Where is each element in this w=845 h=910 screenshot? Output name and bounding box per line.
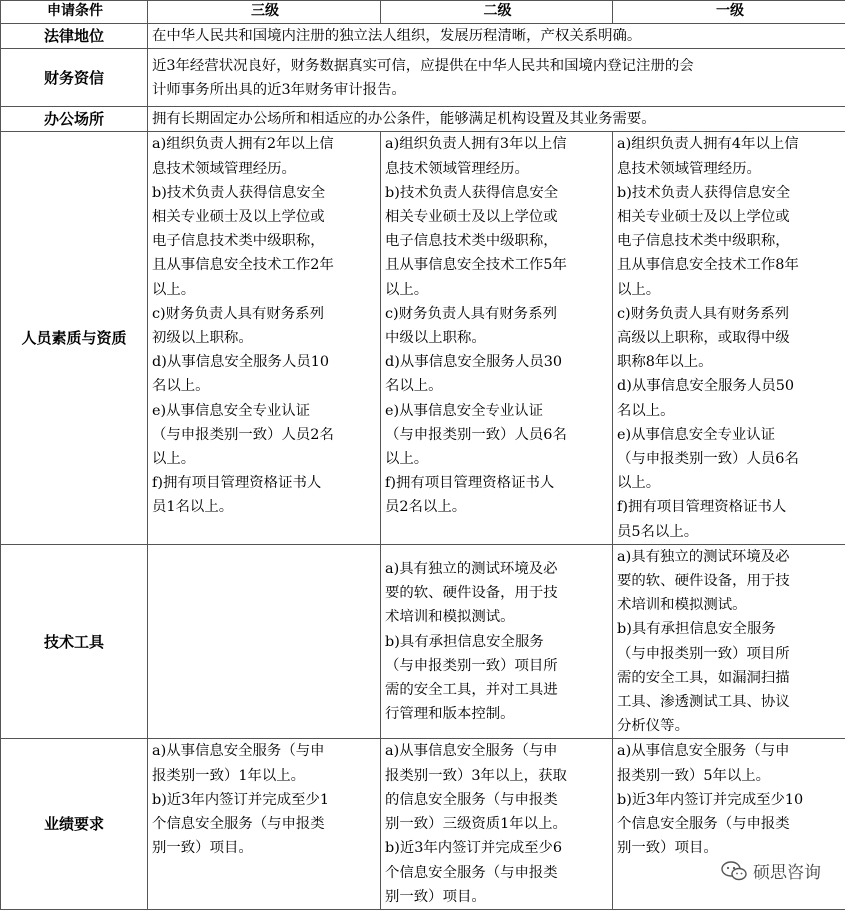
row-tools <box>1 544 845 739</box>
cell-line: 相关专业硕士及以上学位或 <box>617 205 843 229</box>
header-condition: 申请条件 <box>1 1 148 24</box>
cell-line: d)从事信息安全服务人员50 <box>617 374 843 398</box>
cell-line: b)技术负责人获得信息安全 <box>617 181 843 205</box>
cell-line: c)财务负责人具有财务系列 <box>617 302 843 326</box>
cell-line: 以上。 <box>617 471 843 495</box>
cell-line: 中级以上职称。 <box>385 326 610 350</box>
header-level3: 三级 <box>148 1 381 24</box>
office-text: 拥有长期固定办公场所和相适应的办公条件，能够满足机构设置及其业务需要。 <box>148 107 845 132</box>
cell-line: a)从事信息安全服务（与申 <box>152 739 378 763</box>
cell-line: b)近3年内签订并完成至少1 <box>152 788 378 812</box>
cell-line: e)从事信息安全专业认证 <box>385 399 610 423</box>
label-legal: 法律地位 <box>1 24 148 49</box>
cell-line: 别一致）项目。 <box>385 885 610 909</box>
cell-line: f)拥有项目管理资格证书人 <box>385 471 610 495</box>
tools-level1 <box>613 544 845 739</box>
cell-line: d)从事信息安全服务人员30 <box>385 350 610 374</box>
cell-line: a)组织负责人拥有2年以上信 <box>152 132 378 156</box>
cell-line: e)从事信息安全专业认证 <box>617 423 843 447</box>
tools-level2 <box>381 544 613 739</box>
cell-line: 且从事信息安全技术工作8年 <box>617 253 843 277</box>
row-finance <box>1 49 845 107</box>
cell-line: 要的软、硬件设备，用于技 <box>617 569 843 593</box>
cell-line: 需的安全工具，并对工具进 <box>385 678 610 702</box>
cell-line: a)具有独立的测试环境及必 <box>385 557 610 581</box>
cell-line: 以上。 <box>152 447 378 471</box>
header-level2: 二级 <box>381 1 613 24</box>
cell-line: 报类别一致）3年以上，获取 <box>385 764 610 788</box>
cell-line: 息技术领域管理经历。 <box>385 157 610 181</box>
cell-line: a)组织负责人拥有3年以上信 <box>385 132 610 156</box>
watermark <box>719 857 823 884</box>
wechat-icon <box>721 861 747 881</box>
cell-line: 要的软、硬件设备，用于技 <box>385 581 610 605</box>
header-row <box>1 1 845 24</box>
cell-line: 相关专业硕士及以上学位或 <box>385 205 610 229</box>
cell-line: 个信息安全服务（与申报类 <box>617 812 843 836</box>
cell-line: 电子信息技术类中级职称， <box>152 229 378 253</box>
legal-text: 在中华人民共和国境内注册的独立法人组织，发展历程清晰，产权关系明确。 <box>148 24 845 49</box>
cell-line: 个信息安全服务（与申报类 <box>385 861 610 885</box>
cell-line: 员5名以上。 <box>617 520 843 544</box>
label-personnel: 人员素质与资质 <box>1 132 148 544</box>
cell-line: a)具有独立的测试环境及必 <box>617 545 843 569</box>
cell-line: 术培训和模拟测试。 <box>385 605 610 629</box>
cell-line: 别一致）项目。 <box>617 836 843 860</box>
finance-text <box>148 49 845 107</box>
label-tools: 技术工具 <box>1 544 148 739</box>
cell-line: c)财务负责人具有财务系列 <box>385 302 610 326</box>
cell-line: b)具有承担信息安全服务 <box>617 617 843 641</box>
cell-line: 名以上。 <box>617 399 843 423</box>
cell-line: 电子信息技术类中级职称， <box>617 229 843 253</box>
row-personnel <box>1 132 845 544</box>
cell-line: b)技术负责人获得信息安全 <box>385 181 610 205</box>
cell-line: 电子信息技术类中级职称， <box>385 229 610 253</box>
finance-line: 计师事务所出具的近3年财务审计报告。 <box>152 78 843 102</box>
cell-line: e)从事信息安全专业认证 <box>152 399 378 423</box>
personnel-level1 <box>613 132 845 544</box>
cell-line: a)从事信息安全服务（与申 <box>385 739 610 763</box>
cell-line: 息技术领域管理经历。 <box>152 157 378 181</box>
cell-line: 相关专业硕士及以上学位或 <box>152 205 378 229</box>
cell-line: b)近3年内签订并完成至少10 <box>617 788 843 812</box>
cell-line: 以上。 <box>617 278 843 302</box>
cell-line: 息技术领域管理经历。 <box>617 157 843 181</box>
cell-line: 个信息安全服务（与申报类 <box>152 812 378 836</box>
cell-line: （与申报类别一致）人员6名 <box>617 447 843 471</box>
cell-line: c)财务负责人具有财务系列 <box>152 302 378 326</box>
cell-line: 分析仪等。 <box>617 714 843 738</box>
performance-level2 <box>381 739 613 909</box>
label-performance: 业绩要求 <box>1 739 148 909</box>
cell-line: 需的安全工具，如漏洞扫描 <box>617 666 843 690</box>
cell-line: 职称8年以上。 <box>617 350 843 374</box>
cell-line: 高级以上职称，或取得中级 <box>617 326 843 350</box>
cell-line: d)从事信息安全服务人员10 <box>152 350 378 374</box>
cell-line: a)从事信息安全服务（与申 <box>617 739 843 763</box>
cell-line: 初级以上职称。 <box>152 326 378 350</box>
personnel-level2 <box>381 132 613 544</box>
cell-line: 员1名以上。 <box>152 495 378 519</box>
cell-line: 以上。 <box>385 278 610 302</box>
cell-line: 报类别一致）1年以上。 <box>152 764 378 788</box>
row-office <box>1 107 845 132</box>
cell-line: （与申报类别一致）人员6名 <box>385 423 610 447</box>
cell-line: 工具、渗透测试工具、协议 <box>617 690 843 714</box>
cell-line: b)技术负责人获得信息安全 <box>152 181 378 205</box>
cell-line: 的信息安全服务（与申报类 <box>385 788 610 812</box>
label-finance: 财务资信 <box>1 49 148 107</box>
cell-line: 名以上。 <box>152 374 378 398</box>
cell-line: 名以上。 <box>385 374 610 398</box>
cell-line: （与申报类别一致）项目所 <box>385 654 610 678</box>
cell-line: 以上。 <box>152 278 378 302</box>
performance-level3 <box>148 739 381 909</box>
cell-line: f)拥有项目管理资格证书人 <box>152 471 378 495</box>
cell-line: 且从事信息安全技术工作2年 <box>152 253 378 277</box>
cell-line: b)近3年内签订并完成至少6 <box>385 836 610 860</box>
cell-line: 报类别一致）5年以上。 <box>617 764 843 788</box>
cell-line: 且从事信息安全技术工作5年 <box>385 253 610 277</box>
watermark-text: 硕思咨询 <box>753 858 821 883</box>
tools-level3-empty <box>148 544 381 739</box>
cell-line: （与申报类别一致）人员2名 <box>152 423 378 447</box>
cell-line: f)拥有项目管理资格证书人 <box>617 495 843 519</box>
cell-line: 员2名以上。 <box>385 495 610 519</box>
finance-line: 近3年经营状况良好，财务数据真实可信，应提供在中华人民共和国境内登记注册的会 <box>152 54 843 78</box>
cell-line: 别一致）项目。 <box>152 836 378 860</box>
header-level1: 一级 <box>613 1 845 24</box>
cell-line: 以上。 <box>385 447 610 471</box>
cell-line: （与申报类别一致）项目所 <box>617 642 843 666</box>
cell-line: a)组织负责人拥有4年以上信 <box>617 132 843 156</box>
label-office: 办公场所 <box>1 107 148 132</box>
cell-line: b)具有承担信息安全服务 <box>385 630 610 654</box>
cell-line: 行管理和版本控制。 <box>385 702 610 726</box>
row-legal <box>1 24 845 49</box>
cell-line: 术培训和模拟测试。 <box>617 593 843 617</box>
personnel-level3 <box>148 132 381 544</box>
cell-line: 别一致）三级资质1年以上。 <box>385 812 610 836</box>
